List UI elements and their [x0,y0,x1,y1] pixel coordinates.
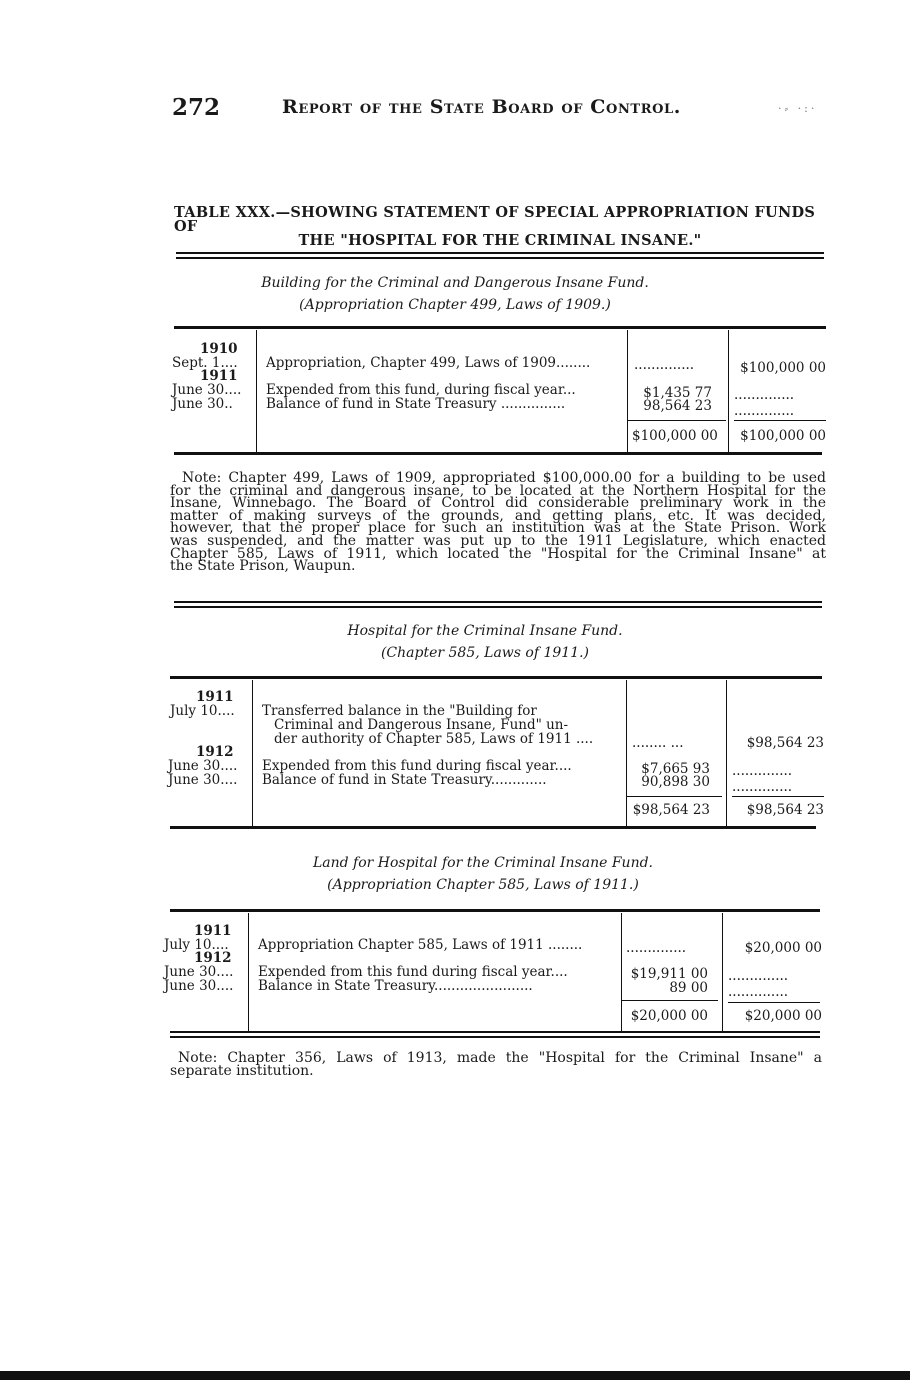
section3-col-divider-2 [621,913,622,1031]
section1-total-debit: $100,000 00 [632,428,718,444]
section1-subtitle: (Appropriation Chapter 499, Laws of 1909.) [299,297,611,313]
section1-total-rule-debit [628,420,726,421]
section3-col-divider-3 [722,913,723,1031]
section1-total-credit: $100,000 00 [740,428,826,444]
scan-edge-bar [0,1371,910,1380]
section2-total-rule-credit [732,796,824,797]
section2-row3-desc: Balance of fund in State Treasury............. [262,772,547,788]
section3-row2-date: June 30.... [164,964,234,980]
note-line: however, that the proper place for such an institution was at the State Prison. Work [170,520,826,537]
section2-row1-credit: $98,564 23 [746,735,824,751]
section2-row2-credit: .............. [732,763,793,779]
section1-row3-date: June 30.. [172,396,233,412]
section2-row1-debit: ........ ... [632,735,684,751]
section1-row3-debit: 98,564 23 [643,398,712,414]
final-note-line1: Note: Chapter 356, Laws of 1913, made the "Hospital for the Criminal Insane" a [178,1050,822,1066]
section1-bottom-rule [174,452,822,455]
section1-col-divider-2 [627,330,628,452]
note-line: matter of making surveys of the grounds, and getting plans, etc. It was decided, [170,507,826,524]
section2-title: Hospital for the Criminal Insane Fund. [347,623,623,639]
table-title [170,206,830,248]
section1-col-divider-3 [728,330,729,452]
note-line: was suspended, and the matter was put up to the 1911 Legislature, which enacted [170,532,826,549]
page-number: 272 [172,94,221,121]
section2-total-debit: $98,564 23 [632,802,710,818]
final-note-line2: separate institution. [170,1063,314,1079]
section3-col-divider-1 [248,913,249,1031]
section1-row2-date: June 30.... [172,382,242,398]
section1-row1-desc: Appropriation, Chapter 499, Laws of 1909........ [266,355,591,371]
section3-row3-debit: 89 00 [669,980,708,996]
section3-top-rule [170,909,820,912]
section2-row1-desc-line1: Transferred balance in the "Building for [262,703,537,719]
section1-title: Building for the Criminal and Dangerous Insane Fund. [261,275,649,291]
section3-row3-credit: .............. [728,984,789,1000]
section2-row1-desc-line3: der authority of Chapter 585, Laws of 1911 .... [274,731,594,747]
section3-row1-year: 1911 [194,923,232,939]
section2-col-divider-1 [252,680,253,826]
note-line: Note: Chapter 499, Laws of 1909, appropriated $100,000.00 for a building to be used [182,470,826,486]
section3-total-debit: $20,000 00 [630,1008,708,1024]
section1-col-divider-1 [256,330,257,452]
section2-row3-date: June 30.... [168,772,238,788]
section1-row1-year: 1910 [200,341,238,357]
section2-row2-desc: Expended from this fund during fiscal year.... [262,758,572,774]
section1-row2-debit: $1,435 77 [643,385,712,401]
section1-total-rule-credit [734,420,826,421]
section2-row2-year: 1912 [196,744,234,760]
table-title-line2: THE "HOSPITAL FOR THE CRIMINAL INSANE." [298,232,702,249]
section3-row2-year: 1912 [194,950,232,966]
section2-row1-desc-line2: Criminal and Dangerous Insane, Fund" un- [274,717,569,733]
section2-row1-date: July 10.... [170,703,235,719]
section3-row2-desc: Expended from this fund during fiscal year.... [258,964,568,980]
section3-row1-debit: .............. [626,940,687,956]
section2-subtitle: (Chapter 585, Laws of 1911.) [380,645,590,661]
running-title: Report of the State Board of Control. [282,96,681,118]
section1-row2-credit: .............. [734,387,795,403]
section3-subtitle: (Appropriation Chapter 585, Laws of 1911.) [327,877,639,893]
section2-row2-debit: $7,665 93 [641,761,710,777]
section2-bottom-rule [170,826,816,829]
section2-row3-credit: .............. [732,779,793,795]
section3-bottom-rule [170,1031,820,1038]
table-title-line1: TABLE XXX.—SHOWING STATEMENT OF SPECIAL APPROPRIATION FUNDS OF [174,204,816,235]
section3-total-credit: $20,000 00 [744,1008,822,1024]
section3-title: Land for Hospital for the Criminal Insane Fund. [312,855,654,871]
section2-double-rule [174,601,822,608]
section1-note [170,472,826,573]
section1-double-rule [176,252,824,259]
section2-col-divider-3 [726,680,727,826]
section2-total-credit: $98,564 23 [746,802,824,818]
note-line: the State Prison, Waupun. [170,558,356,575]
note-line: Insane, Winnebago. The Board of Control did considerable preliminary work in the [170,495,826,512]
section2-col-divider-2 [626,680,627,826]
section1-row2-year: 1911 [200,368,238,384]
section3-row3-date: June 30.... [164,978,234,994]
section1-row3-credit: .............. [734,403,795,419]
section3-total-rule-credit [728,1002,820,1003]
final-note [170,1052,822,1078]
section3-row1-desc: Appropriation Chapter 585, Laws of 1911 ........ [258,937,583,953]
section1-row1-date: Sept. 1.... [172,355,238,371]
section3-row1-date: July 10.... [164,937,229,953]
section2-row2-date: June 30.... [168,758,238,774]
section3-row3-desc: Balance in State Treasury....................... [258,978,533,994]
section2-total-rule-debit [626,796,722,797]
section1-row1-debit: .............. [634,357,695,373]
section2-row3-debit: 90,898 30 [641,774,710,790]
section1-row2-desc: Expended from this fund, during fiscal year... [266,382,576,398]
ink-smudge: ·⸗ ·:· [778,102,818,115]
section1-row3-desc: Balance of fund in State Treasury ............... [266,396,566,412]
note-line: Chapter 585, Laws of 1911, which located the "Hospital for the Criminal Insane" at [170,545,826,562]
section3-row2-debit: $19,911 00 [630,966,708,982]
section3-row2-credit: .............. [728,968,789,984]
section3-row1-credit: $20,000 00 [744,940,822,956]
section1-row1-credit: $100,000 00 [740,360,826,376]
section3-total-rule-debit [622,1000,718,1001]
note-line: for the criminal and dangerous insane, to be located at the Northern Hospital for the [170,482,826,499]
section1-top-rule [174,326,826,329]
section2-top-rule [170,676,822,679]
section2-row1-year: 1911 [196,689,234,705]
